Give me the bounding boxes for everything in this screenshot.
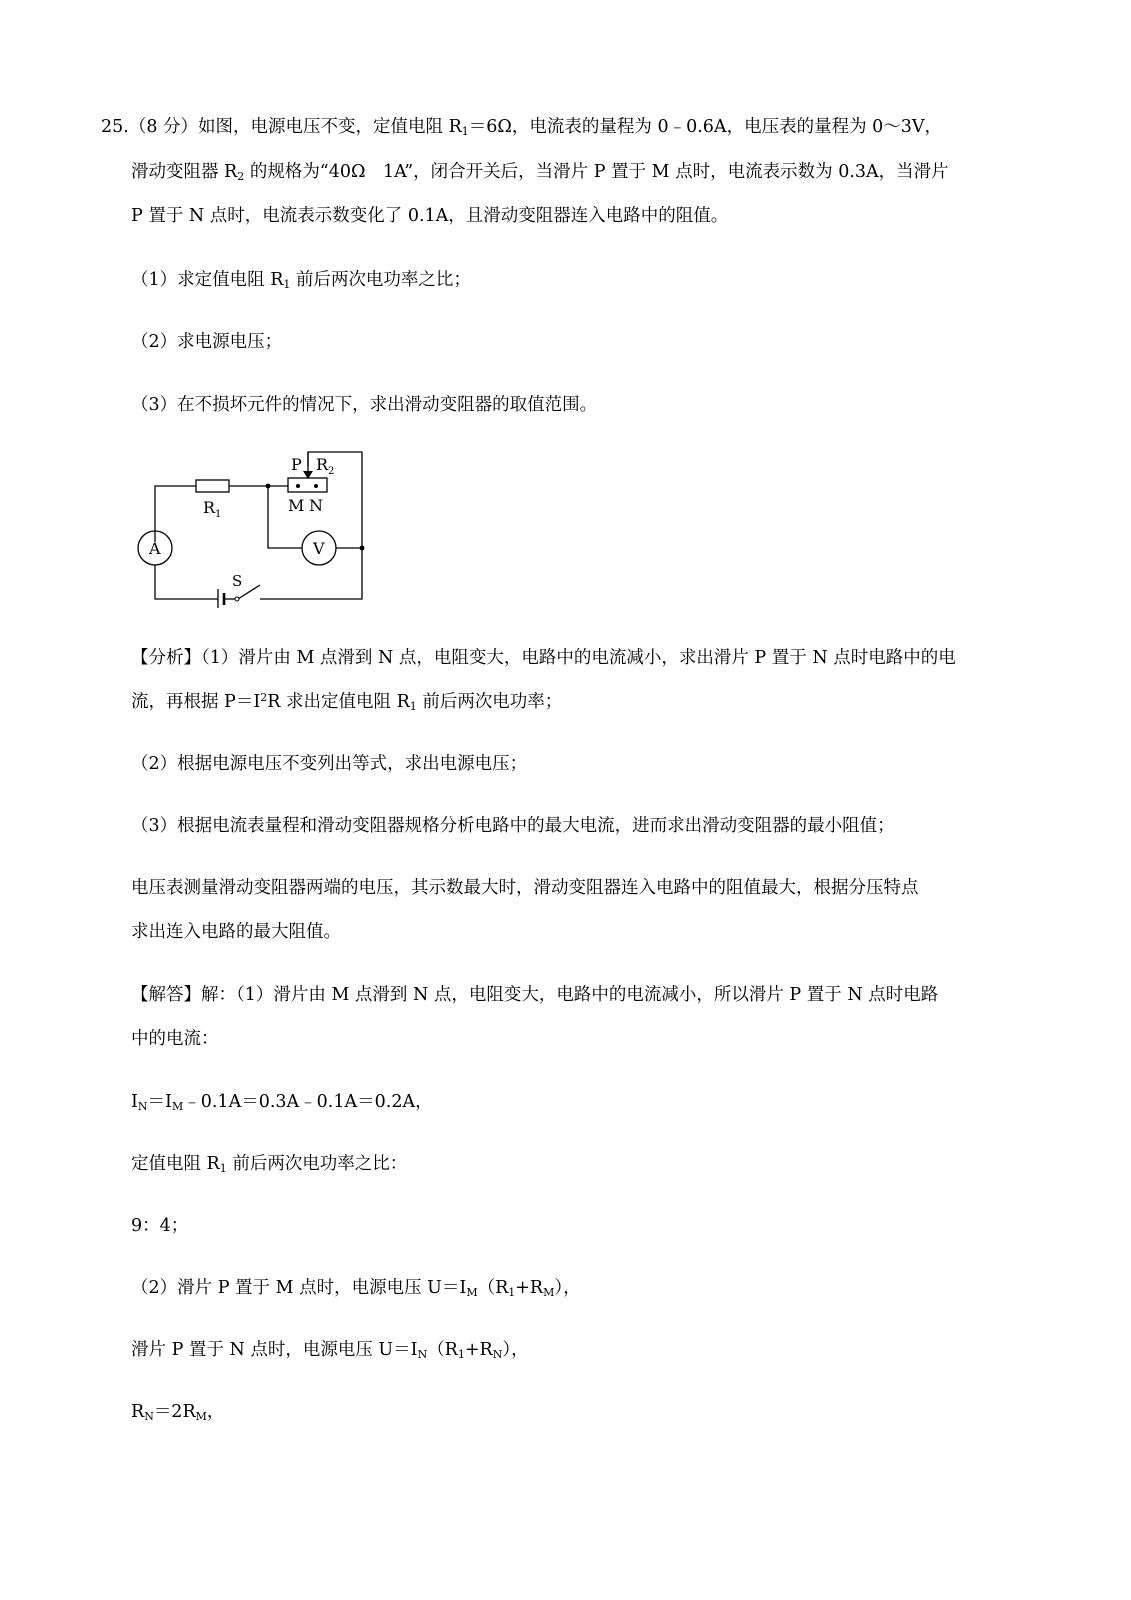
solution-text: +R	[464, 1340, 493, 1360]
sub-question-3: （3）在不损坏元件的情况下，求出滑动变阻器的取值范围。	[131, 395, 598, 415]
junction-dot	[360, 546, 365, 551]
subscript: M	[195, 1410, 207, 1423]
rheostat-r2	[288, 478, 327, 492]
subscript: M	[171, 1100, 184, 1113]
subscript: M	[543, 1286, 555, 1299]
label-r2: $R_2$	[316, 455, 335, 477]
solution-text: ），	[554, 1278, 581, 1298]
solution-text: ＝2R	[153, 1402, 196, 1422]
point-m-dot	[296, 484, 300, 488]
solution-text: +R	[515, 1278, 544, 1298]
subscript: 1	[409, 700, 417, 713]
analysis-line-5: 电压表测量滑动变阻器两端的电压，其示数最大时，滑动变阻器连入电路中的阻值最大，根据分压特点	[131, 878, 919, 898]
solution-text: ，	[206, 1402, 225, 1422]
subscript: N	[144, 1410, 154, 1423]
superscript: 2	[260, 691, 268, 704]
question-text: 25.（8 分）如图，电源电压不变，定值电阻 R	[101, 117, 462, 137]
analysis-line-2	[131, 690, 562, 714]
solution-text: （2）滑片 P 置于 M 点时，电源电压 U＝I	[131, 1278, 467, 1298]
question-text: 的规格为“40Ω 1A”，闭合开关后，当滑片 P 置于 M 点时，电流表示数为 0.3A，当滑片	[244, 162, 949, 182]
circuit-diagram	[130, 448, 370, 608]
solution-text: I	[131, 1092, 138, 1112]
solution-text: （R	[427, 1340, 458, 1360]
analysis-text: R 求出定值电阻 R	[267, 692, 410, 712]
subscript: 1	[283, 278, 291, 291]
solution-text: ＝I	[147, 1092, 172, 1112]
switch-contact	[235, 597, 239, 601]
subscript: N	[137, 1100, 148, 1113]
solution-line-4	[131, 1152, 407, 1176]
analysis-line-6: 求出连入电路的最大阻值。	[131, 922, 341, 942]
subscript: M	[466, 1286, 478, 1299]
solution-line-8	[131, 1400, 224, 1424]
solution-line-2: 中的电流：	[131, 1029, 219, 1049]
label-switch: S	[232, 572, 243, 590]
subscript: 1	[457, 1348, 465, 1361]
label-voltmeter: V	[313, 539, 325, 558]
question-text: 滑动变阻器 R	[131, 162, 238, 182]
question-text: 前后两次电功率之比；	[290, 270, 471, 290]
solution-text: R	[131, 1402, 145, 1422]
analysis-text: 前后两次电功率；	[416, 692, 563, 712]
solution-text: 滑片 P 置于 N 点时，电源电压 U＝I	[131, 1340, 418, 1360]
solution-text: 定值电阻 R	[131, 1154, 220, 1174]
solution-line-3	[131, 1090, 433, 1114]
solution-line-7	[131, 1338, 529, 1362]
wire	[155, 486, 196, 542]
resistor-r1	[196, 480, 229, 492]
question-line-3: P 置于 N 点时，电流表示数变化了 0.1A，且滑动变阻器连入电路中的阻值。	[131, 206, 729, 226]
solution-text: ），	[502, 1340, 529, 1360]
solution-line-6	[131, 1276, 581, 1300]
solution-line-1: 【解答】解：（1）滑片由 M 点滑到 N 点，电阻变大，电路中的电流减小，所以滑片 P 置于 N 点时电路	[131, 985, 939, 1005]
question-text: ＝6Ω，电流表的量程为 0﹣0.6A，电压表的量程为 0～3V，	[468, 117, 943, 137]
subscript: N	[492, 1348, 503, 1361]
question-line-1	[101, 115, 942, 139]
label-p: P	[291, 455, 302, 474]
sub-question-1	[131, 268, 471, 292]
analysis-line-3: （2）根据电源电压不变列出等式，求出电源电压；	[131, 754, 528, 774]
subscript: 1	[219, 1162, 227, 1175]
question-line-2	[131, 160, 949, 184]
label-n: N	[309, 496, 323, 515]
point-n-dot	[314, 484, 318, 488]
subscript: 2	[237, 170, 245, 183]
solution-line-5: 9：4；	[131, 1216, 189, 1236]
label-m: M	[288, 496, 305, 515]
subscript: N	[417, 1348, 428, 1361]
label-r1: $R_1$	[203, 498, 222, 520]
sub-question-2: （2）求电源电压；	[131, 332, 283, 352]
question-text: （1）求定值电阻 R	[131, 270, 284, 290]
solution-text: （R	[477, 1278, 509, 1298]
solution-text: ﹣0.1A＝0.3A﹣0.1A＝0.2A，	[183, 1092, 433, 1112]
subscript: 1	[461, 125, 469, 138]
wire	[155, 565, 218, 599]
wire	[260, 548, 362, 599]
analysis-line-4: （3）根据电流表量程和滑动变阻器规格分析电路中的最大电流，进而求出滑动变阻器的最小阻值；	[131, 816, 895, 836]
junction-dot	[266, 484, 271, 489]
subscript: 1	[508, 1286, 516, 1299]
analysis-line-1: 【分析】（1）滑片由 M 点滑到 N 点，电阻变大，电路中的电流减小，求出滑片 P 置于 N 点时电路中的电	[131, 648, 956, 668]
analysis-text: 流，再根据 P＝I	[131, 692, 261, 712]
solution-text: 前后两次电功率之比：	[226, 1154, 408, 1174]
label-ammeter: A	[149, 539, 161, 558]
